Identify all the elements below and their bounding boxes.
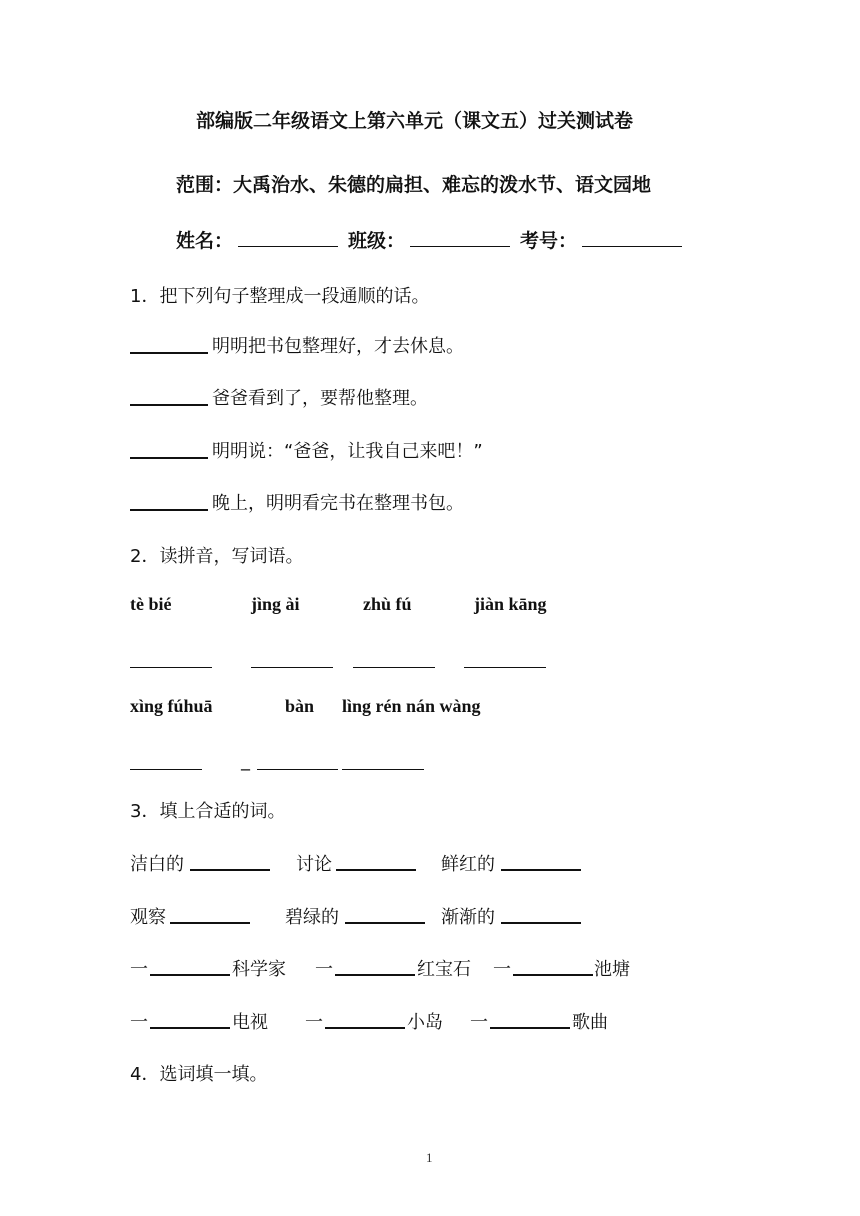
q1-sentence-2: 爸爸看到了，要帮他整理。	[212, 388, 428, 409]
q3-noun-4: 电视	[232, 1012, 268, 1033]
q3-word-3: 鲜红的	[441, 854, 495, 875]
pinyin-6: bàn	[285, 696, 315, 716]
q2-answer-blank-7[interactable]	[342, 769, 424, 770]
q3-noun-5: 小岛	[407, 1012, 443, 1033]
q3-blank-1[interactable]	[190, 869, 270, 871]
q1-blank-4[interactable]	[130, 509, 208, 511]
question-2-label: 2．读拼音，写词语。	[130, 546, 304, 567]
q2-answer-blank-4[interactable]	[464, 667, 546, 668]
q3-noun-3: 池塘	[594, 959, 630, 980]
number-label: 考号：	[520, 230, 578, 252]
q3-noun-6: 歌曲	[572, 1012, 608, 1033]
question-1-label: 1．把下列句子整理成一段通顺的话。	[130, 286, 430, 307]
pinyin-1: tè bié	[130, 594, 172, 614]
q3-word-4: 观察	[130, 907, 166, 928]
q1-blank-2[interactable]	[130, 404, 208, 406]
q3-blank-11[interactable]	[325, 1027, 405, 1029]
q3-blank-12[interactable]	[490, 1027, 570, 1029]
question-4-label: 4．选词填一填。	[130, 1064, 268, 1085]
q3-noun-1: 科学家	[232, 959, 286, 980]
q2-answer-blank-2[interactable]	[251, 667, 333, 668]
pinyin-7: lìng rén nán wàng	[342, 696, 481, 716]
q3-blank-2[interactable]	[336, 869, 416, 871]
q3-word-2: 讨论	[296, 854, 332, 875]
q3-blank-9[interactable]	[513, 974, 593, 976]
q1-sentence-3: 明明说：“爸爸，让我自己来吧！”	[212, 441, 483, 462]
q1-sentence-1: 明明把书包整理好，才去休息。	[212, 336, 464, 357]
class-label: 班级：	[348, 230, 406, 252]
page-number: 1	[426, 1150, 433, 1165]
q2-dash: _	[241, 752, 250, 772]
q3-word-1: 洁白的	[130, 854, 184, 875]
pinyin-4: jiàn kāng	[474, 594, 547, 614]
q2-answer-blank-1[interactable]	[130, 667, 212, 668]
question-3-label: 3．填上合适的词。	[130, 801, 286, 822]
q3-blank-4[interactable]	[170, 922, 250, 924]
q3-measure-5: 一	[305, 1012, 323, 1033]
q3-blank-10[interactable]	[150, 1027, 230, 1029]
q3-blank-7[interactable]	[150, 974, 230, 976]
pinyin-2: jìng ài	[251, 594, 300, 614]
q3-noun-2: 红宝石	[417, 959, 471, 980]
q2-answer-blank-5[interactable]	[130, 769, 202, 770]
q1-blank-3[interactable]	[130, 457, 208, 459]
q3-measure-6: 一	[470, 1012, 488, 1033]
q3-measure-2: 一	[315, 959, 333, 980]
name-blank[interactable]	[238, 246, 338, 247]
name-label: 姓名：	[176, 230, 234, 252]
q3-blank-6[interactable]	[501, 922, 581, 924]
q3-blank-8[interactable]	[335, 974, 415, 976]
q3-word-6: 渐渐的	[441, 907, 495, 928]
q3-blank-5[interactable]	[345, 922, 425, 924]
number-blank[interactable]	[582, 246, 682, 247]
q2-answer-blank-6[interactable]	[257, 769, 338, 770]
page-title: 部编版二年级语文上第六单元（课文五）过关测试卷	[196, 110, 634, 132]
q3-word-5: 碧绿的	[285, 907, 339, 928]
q2-answer-blank-3[interactable]	[353, 667, 435, 668]
q3-measure-1: 一	[130, 959, 148, 980]
q1-blank-1[interactable]	[130, 352, 208, 354]
q3-measure-4: 一	[130, 1012, 148, 1033]
exam-scope: 范围：大禹治水、朱德的扁担、难忘的泼水节、语文园地	[176, 174, 652, 196]
q1-sentence-4: 晚上，明明看完书在整理书包。	[212, 493, 464, 514]
q3-measure-3: 一	[493, 959, 511, 980]
pinyin-5: xìng fúhuā	[130, 696, 213, 716]
class-blank[interactable]	[410, 246, 510, 247]
pinyin-3: zhù fú	[363, 594, 412, 614]
q3-blank-3[interactable]	[501, 869, 581, 871]
